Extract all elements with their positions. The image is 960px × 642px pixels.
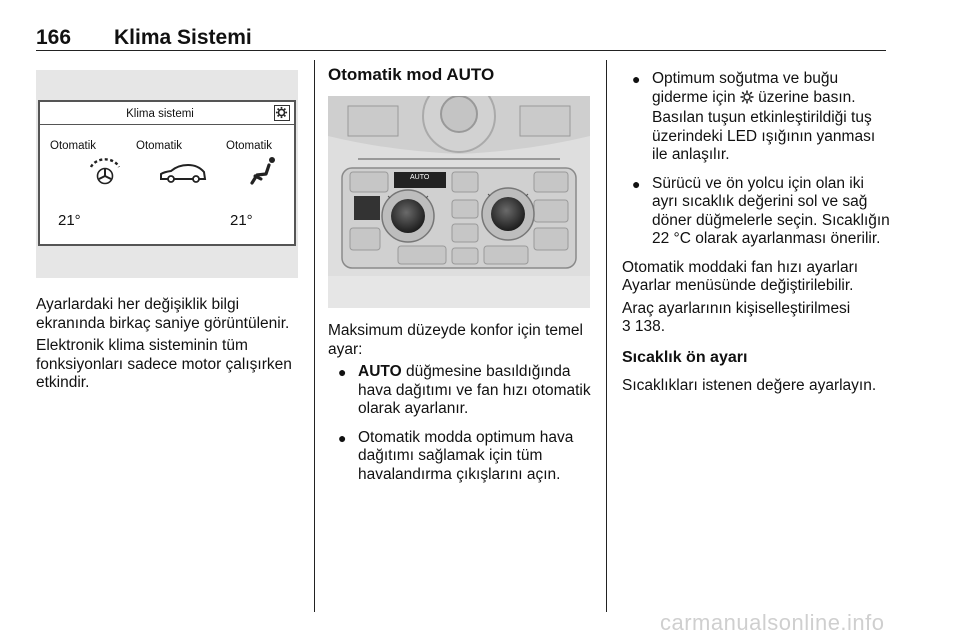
list-item-text: Sürücü ve ön yolcu için olan iki ayrı sıcaklık değerini sol ve sağ döner düğmelerle seçin. Sıcaklığın 22 °C olarak ayarlanması önerilir. — [652, 174, 890, 247]
paragraph-vehicle-settings — [622, 300, 892, 337]
column-1 — [36, 296, 304, 397]
paragraph-fan-speed: Otomatik moddaki fan hızı ayarları Ayarlar menüsünde değiştirilebilir. — [622, 258, 859, 294]
cooling-list — [622, 70, 892, 249]
column-3 — [622, 68, 892, 400]
bullet-dot: ● — [632, 71, 641, 87]
watermark: carmanualsonline.info — [660, 610, 885, 635]
list-item — [622, 70, 892, 165]
vehicle-settings-text: Araç ayarlarının kişiselleştirilmesi — [622, 299, 851, 317]
page-number: 166 — [36, 26, 72, 49]
settings-icon — [274, 105, 290, 121]
car-icon — [158, 162, 208, 189]
auto-keyword: AUTO — [358, 363, 402, 380]
section-heading-auto-mode: Otomatik mod AUTO — [328, 65, 495, 84]
list-item-text: üzerine basın. Basılan tuşun etkinleştirildiği tuş üzerindeki LED ışığının yanması ile anlaşılır. — [652, 88, 876, 163]
list-item — [328, 363, 600, 419]
column-divider-2 — [606, 60, 607, 612]
paragraph-engine-running: Elektronik klima sisteminin tüm fonksiyonları sadece motor çalışırken etkindir. — [36, 337, 292, 391]
temp-right: 21° — [230, 212, 253, 229]
distribution-auto-label: Otomatik — [136, 140, 183, 152]
page-header — [36, 26, 886, 52]
paragraph-basic-setting: Maksimum düzeyde konfor için temel ayar: — [328, 322, 583, 358]
list-item — [328, 429, 600, 485]
climate-display-screen — [38, 100, 296, 246]
list-item — [622, 175, 892, 249]
paragraph-set-temperature: Sıcaklıkları istenen değere ayarlayın. — [622, 377, 877, 394]
column-2-heading — [328, 66, 598, 95]
list-item-text: Otomatik modda optimum hava dağıtımı sağlamak için tüm havalandırma çıkışlarını açın. — [358, 428, 574, 483]
bullet-dot: ● — [632, 175, 641, 192]
fan-auto-label: Otomatik — [50, 140, 97, 152]
auto-button-label: AUTO — [410, 174, 430, 181]
chapter-title: Klima Sistemi — [114, 26, 252, 49]
fan-icon — [88, 157, 122, 192]
screen-title-divider — [40, 124, 294, 125]
climate-control-panel-figure — [328, 96, 590, 308]
header-divider — [36, 50, 886, 51]
temp-left: 21° — [58, 212, 81, 229]
defrost-gear-icon — [740, 90, 754, 110]
screen-title: Klima sistemi — [126, 108, 194, 120]
bullet-dot: ● — [338, 364, 347, 380]
seat-auto-label: Otomatik — [226, 140, 273, 152]
column-2 — [328, 322, 600, 494]
section-heading-temperature-preset: Sıcaklık ön ayarı — [622, 348, 748, 366]
seat-icon — [248, 156, 278, 191]
page-reference-link[interactable]: 3 138. — [622, 318, 666, 335]
bullet-dot: ● — [338, 429, 347, 446]
list-item-text: Optimum soğutma ve buğu giderme için — [652, 70, 839, 106]
paragraph-settings-change: Ayarlardaki her değişiklik bilgi ekranında birkaç saniye görüntülenir. — [36, 296, 290, 332]
list-item-text: düğmesine basıldığında hava dağıtımı ve fan hızı otomatik olarak ayarlanır. — [358, 363, 591, 417]
column-divider-1 — [314, 60, 315, 612]
auto-mode-list — [328, 363, 600, 484]
climate-display-figure — [36, 70, 298, 278]
